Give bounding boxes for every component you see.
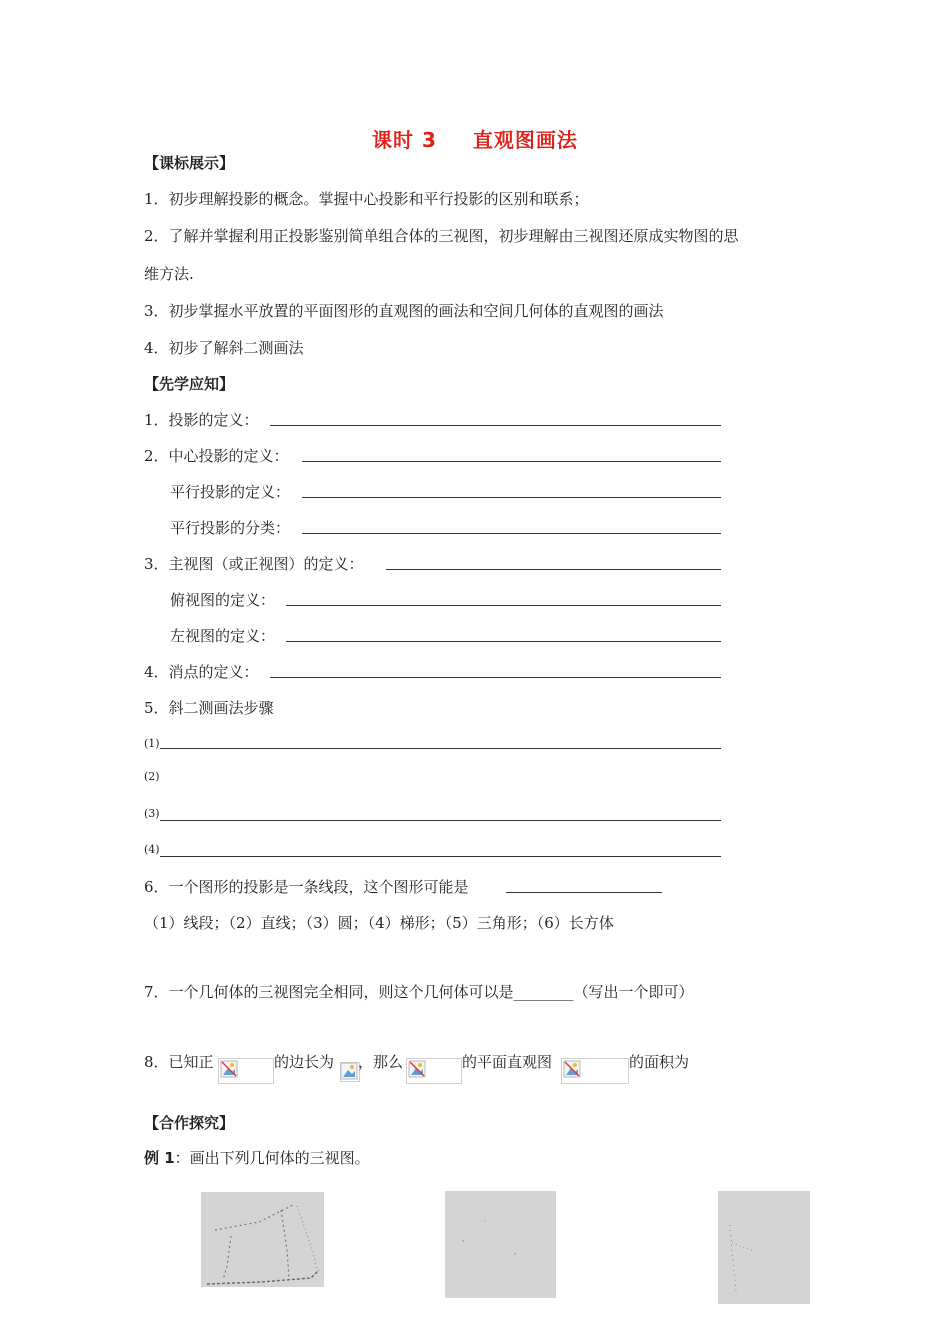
figure-2 — [445, 1191, 556, 1298]
figure-3 — [718, 1191, 810, 1304]
step-4-label: (4) — [144, 843, 160, 856]
q3-answer-line[interactable] — [386, 569, 721, 570]
section-preview: 【先学应知】 — [144, 375, 235, 393]
section-standards: 【课标展示】 — [144, 154, 235, 172]
q6-options: （1）线段；（2）直线；（3）圆；（4）梯形；（5）三角形；（6）长方体 — [144, 914, 614, 932]
figure-3-sketch — [718, 1191, 810, 1304]
page-title — [372, 124, 578, 153]
q1-answer-line[interactable] — [270, 425, 721, 426]
q3c-answer-line[interactable] — [286, 641, 721, 642]
q3b-answer-line[interactable] — [286, 605, 721, 606]
q8-part-a: 8．已知正 — [144, 1053, 214, 1071]
lesson-number: 课时 3 — [372, 128, 437, 152]
broken-image-icon — [220, 1060, 238, 1078]
example-label: 例 1 — [144, 1149, 175, 1167]
q3b-label: 俯视图的定义： — [170, 591, 276, 609]
figure-1-sketch — [201, 1192, 324, 1287]
q6-label: 6．一个图形的投影是一条线段，这个图形可能是 — [144, 878, 469, 896]
standard-item-1: 1．初步理解投影的概念。掌握中心投影和平行投影的区别和联系； — [144, 190, 589, 208]
figure-1 — [201, 1192, 324, 1287]
q2c-answer-line[interactable] — [302, 533, 721, 534]
step-3-answer-line[interactable] — [160, 820, 721, 821]
step-3-label: (3) — [144, 807, 160, 820]
q8-part-b: 的边长为 — [274, 1053, 335, 1071]
q2c-label: 平行投影的分类： — [170, 519, 291, 537]
standard-item-4: 4．初步了解斜二测画法 — [144, 339, 304, 357]
section-cooperate: 【合作探究】 — [144, 1114, 235, 1132]
q3-label: 3．主视图（或正视图）的定义： — [144, 555, 364, 573]
step-1-answer-line[interactable] — [160, 748, 721, 749]
q4-answer-line[interactable] — [270, 677, 721, 678]
standard-item-2: 2．了解并掌握利用正投影鉴别简单组合体的三视图，初步理解由三视图还原成实物图的思 — [144, 227, 739, 245]
q4-label: 4．消点的定义： — [144, 663, 259, 681]
q2-answer-line[interactable] — [302, 461, 721, 462]
step-4-answer-line[interactable] — [160, 856, 721, 857]
q2b-answer-line[interactable] — [302, 497, 721, 498]
q6-answer-line[interactable] — [506, 892, 662, 893]
step-2-label: (2) — [144, 770, 160, 783]
q8-part-c: ，那么 — [358, 1053, 404, 1071]
q7-text: 7．一个几何体的三视图完全相同，则这个几何体可以是________（写出一个即可） — [144, 983, 694, 1001]
q2b-label: 平行投影的定义： — [170, 483, 291, 501]
broken-image-icon — [408, 1060, 426, 1078]
step-1-label: (1) — [144, 737, 160, 750]
q8-part-e: 的面积为 — [629, 1053, 690, 1071]
standard-item-3: 3．初步掌握水平放置的平面图形的直观图的画法和空间几何体的直观图的画法 — [144, 302, 664, 320]
q1-label: 1．投影的定义： — [144, 411, 259, 429]
figure-2-sketch — [445, 1191, 556, 1298]
q5-label: 5．斜二测画法步骤 — [144, 699, 274, 717]
example-text: ：画出下列几何体的三视图。 — [174, 1149, 370, 1167]
q2-label: 2．中心投影的定义： — [144, 447, 289, 465]
example-1 — [144, 1147, 370, 1168]
q3c-label: 左视图的定义： — [170, 627, 276, 645]
broken-image-icon — [340, 1062, 358, 1080]
lesson-topic: 直观图画法 — [472, 128, 578, 152]
broken-image-icon — [563, 1060, 581, 1078]
q8-part-d: 的平面直观图 — [462, 1053, 553, 1071]
standard-item-2-cont: 维方法. — [144, 265, 194, 283]
